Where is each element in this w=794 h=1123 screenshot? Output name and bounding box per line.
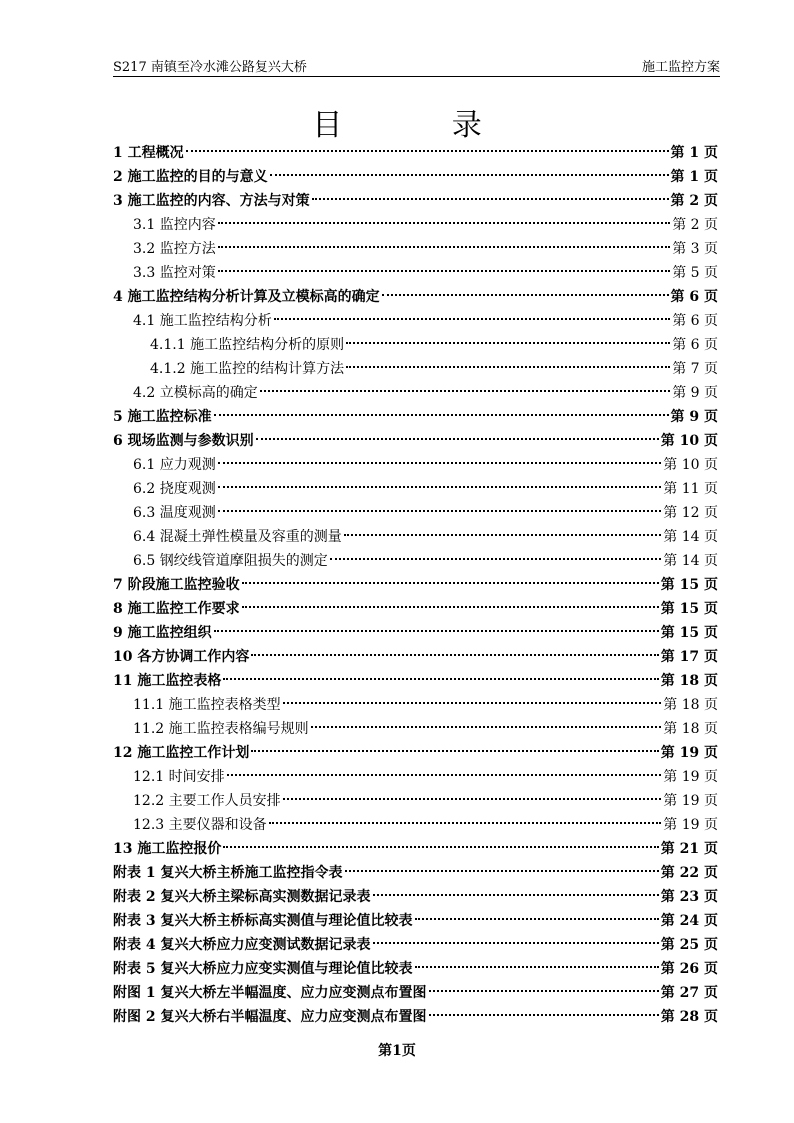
toc-leader-dots [223,678,658,680]
toc-entry[interactable] [113,213,718,237]
toc-entry-page: 第 28 页 [660,1009,718,1025]
toc-entry-title: 4.1.2 施工监控的结构计算方法 [150,361,345,377]
toc-leader-dots [312,198,669,200]
toc-entry-title: 3 施工监控的内容、方法与对策 [113,193,310,209]
toc-leader-dots [311,726,662,728]
toc-leader-dots [415,966,659,968]
table-of-contents [113,141,718,1029]
toc-leader-dots [269,822,662,824]
toc-entry-page: 第 19 页 [663,769,718,785]
toc-entry[interactable] [113,237,718,261]
toc-entry-page: 第 5 页 [672,265,718,281]
toc-entry-title: 4.2 立模标高的确定 [133,385,258,401]
toc-entry[interactable] [113,501,718,525]
toc-leader-dots [251,654,658,656]
toc-entry-page: 第 1 页 [670,169,718,185]
toc-entry-page: 第 22 页 [660,865,718,881]
toc-entry[interactable] [113,597,718,621]
toc-entry-page: 第 1 页 [670,145,718,161]
toc-entry-page: 第 27 页 [660,985,718,1001]
toc-entry-title: 5 施工监控标准 [113,409,212,425]
toc-entry[interactable] [113,909,718,933]
toc-entry-page: 第 10 页 [663,457,718,473]
toc-entry-title: 12.1 时间安排 [133,769,225,785]
toc-entry-title: 9 施工监控组织 [113,625,212,641]
toc-entry-title: 4 施工监控结构分析计算及立模标高的确定 [113,289,380,305]
toc-entry[interactable] [113,813,718,837]
toc-entry[interactable] [113,453,718,477]
toc-entry-page: 第 15 页 [660,625,718,641]
toc-entry-title: 6 现场监测与参数识别 [113,433,254,449]
toc-entry[interactable] [113,741,718,765]
page-number: 第1页 [378,1043,416,1059]
toc-leader-dots [218,510,662,512]
toc-entry-title: 4.1.1 施工监控结构分析的原则 [150,337,345,353]
toc-entry[interactable] [113,693,718,717]
toc-entry-page: 第 15 页 [660,601,718,617]
toc-entry[interactable] [113,621,718,645]
toc-entry-title: 6.4 混凝土弹性模量及容重的测量 [133,529,342,545]
toc-leader-dots [218,222,670,224]
toc-leader-dots [270,174,669,176]
toc-leader-dots [223,846,658,848]
toc-entry[interactable] [113,165,718,189]
toc-leader-dots [218,270,670,272]
toc-entry-title: 6.5 钢绞线管道摩阻损失的测定 [133,553,328,569]
toc-entry[interactable] [113,429,718,453]
toc-entry[interactable] [113,933,718,957]
toc-entry-page: 第 21 页 [660,841,718,857]
toc-entry-title: 10 各方协调工作内容 [113,649,250,665]
toc-leader-dots [429,1014,659,1016]
toc-leader-dots [260,390,670,392]
toc-entry-title: 7 阶段施工监控验收 [113,577,240,593]
toc-entry[interactable] [113,837,718,861]
toc-entry-title: 12 施工监控工作计划 [113,745,250,761]
toc-entry[interactable] [113,549,718,573]
header-project-title: S217 南镇至冷水滩公路复兴大桥 [113,60,307,75]
toc-leader-dots [186,150,669,152]
toc-entry-title: 1 工程概况 [113,145,184,161]
toc-entry-page: 第 14 页 [663,553,718,569]
toc-entry-page: 第 6 页 [670,289,718,305]
toc-entry-page: 第 19 页 [663,793,718,809]
toc-entry[interactable] [113,141,718,165]
toc-entry-page: 第 19 页 [660,745,718,761]
toc-leader-dots [256,438,659,440]
toc-entry-title: 11.1 施工监控表格类型 [133,697,281,713]
toc-entry-page: 第 3 页 [672,241,718,257]
toc-entry-page: 第 25 页 [660,937,718,953]
toc-leader-dots [373,894,659,896]
toc-leader-dots [251,750,658,752]
toc-leader-dots [283,702,662,704]
toc-entry[interactable] [113,285,718,309]
toc-entry[interactable] [113,573,718,597]
toc-leader-dots [415,918,659,920]
toc-entry-title: 附表 5 复兴大桥应力应变实测值与理论值比较表 [113,961,413,977]
toc-leader-dots [283,798,662,800]
toc-leader-dots [373,942,659,944]
toc-entry-page: 第 10 页 [660,433,718,449]
toc-entry-title: 附图 2 复兴大桥右半幅温度、应力应变测点布置图 [113,1009,427,1025]
toc-leader-dots [242,582,659,584]
toc-entry-page: 第 7 页 [672,361,718,377]
toc-entry-title: 8 施工监控工作要求 [113,601,240,617]
toc-entry[interactable] [113,861,718,885]
toc-entry[interactable] [113,189,718,213]
toc-leader-dots [227,774,662,776]
toc-entry-title: 附图 1 复兴大桥左半幅温度、应力应变测点布置图 [113,985,427,1001]
toc-leader-dots [382,294,669,296]
toc-leader-dots [274,318,670,320]
toc-entry[interactable] [113,885,718,909]
toc-leader-dots [345,870,659,872]
toc-leader-dots [214,630,659,632]
toc-entry-title: 附表 2 复兴大桥主梁标高实测数据记录表 [113,889,371,905]
toc-entry[interactable] [113,669,718,693]
toc-entry-page: 第 26 页 [660,961,718,977]
toc-entry-title: 12.2 主要工作人员安排 [133,793,281,809]
toc-leader-dots [344,534,662,536]
toc-entry-title: 附表 1 复兴大桥主桥施工监控指令表 [113,865,343,881]
toc-entry[interactable] [113,477,718,501]
toc-leader-dots [242,606,659,608]
toc-entry[interactable] [113,357,718,381]
toc-entry[interactable] [113,381,718,405]
toc-entry-page: 第 18 页 [660,673,718,689]
toc-entry-title: 附表 3 复兴大桥主桥标高实测值与理论值比较表 [113,913,413,929]
toc-entry[interactable] [113,1005,718,1029]
toc-entry-page: 第 19 页 [663,817,718,833]
toc-entry-title: 11.2 施工监控表格编号规则 [133,721,309,737]
toc-entry[interactable] [113,261,718,285]
toc-entry[interactable] [113,333,718,357]
toc-entry-page: 第 12 页 [663,505,718,521]
toc-entry-page: 第 9 页 [672,385,718,401]
toc-entry[interactable] [113,957,718,981]
toc-entry-title: 12.3 主要仪器和设备 [133,817,267,833]
toc-entry-page: 第 18 页 [663,721,718,737]
toc-entry-page: 第 18 页 [663,697,718,713]
toc-leader-dots [218,486,662,488]
toc-entry-page: 第 17 页 [660,649,718,665]
page-title: 目 录 [312,108,532,143]
toc-entry-title: 13 施工监控报价 [113,841,222,857]
toc-entry[interactable] [113,981,718,1005]
toc-entry[interactable] [113,405,718,429]
page-header [113,52,720,77]
toc-entry-title: 2 施工监控的目的与意义 [113,169,268,185]
toc-entry[interactable] [113,525,718,549]
toc-leader-dots [330,558,662,560]
toc-entry-title: 附表 4 复兴大桥应力应变测试数据记录表 [113,937,371,953]
toc-entry-page: 第 2 页 [672,217,718,233]
toc-entry-page: 第 6 页 [672,337,718,353]
toc-entry[interactable] [113,765,718,789]
toc-entry[interactable] [113,645,718,669]
toc-entry-page: 第 23 页 [660,889,718,905]
toc-entry-title: 3.3 监控对策 [133,265,216,281]
toc-entry-title: 11 施工监控表格 [113,673,222,689]
toc-entry-page: 第 6 页 [672,313,718,329]
toc-entry-page: 第 9 页 [670,409,718,425]
toc-entry-page: 第 11 页 [663,481,718,497]
toc-leader-dots [218,462,662,464]
toc-entry-title: 6.3 温度观测 [133,505,216,521]
toc-entry[interactable] [113,789,718,813]
toc-entry-title: 3.2 监控方法 [133,241,216,257]
toc-entry-page: 第 15 页 [660,577,718,593]
toc-leader-dots [429,990,659,992]
toc-leader-dots [346,342,670,344]
toc-entry-title: 3.1 监控内容 [133,217,216,233]
toc-leader-dots [218,246,670,248]
toc-entry-page: 第 14 页 [663,529,718,545]
toc-entry-page: 第 2 页 [670,193,718,209]
toc-entry-title: 6.2 挠度观测 [133,481,216,497]
toc-entry-title: 4.1 施工监控结构分析 [133,313,272,329]
toc-entry-title: 6.1 应力观测 [133,457,216,473]
toc-leader-dots [214,414,669,416]
header-document-title: 施工监控方案 [641,60,720,75]
toc-leader-dots [346,366,670,368]
toc-entry[interactable] [113,717,718,741]
toc-entry-page: 第 24 页 [660,913,718,929]
toc-entry[interactable] [113,309,718,333]
